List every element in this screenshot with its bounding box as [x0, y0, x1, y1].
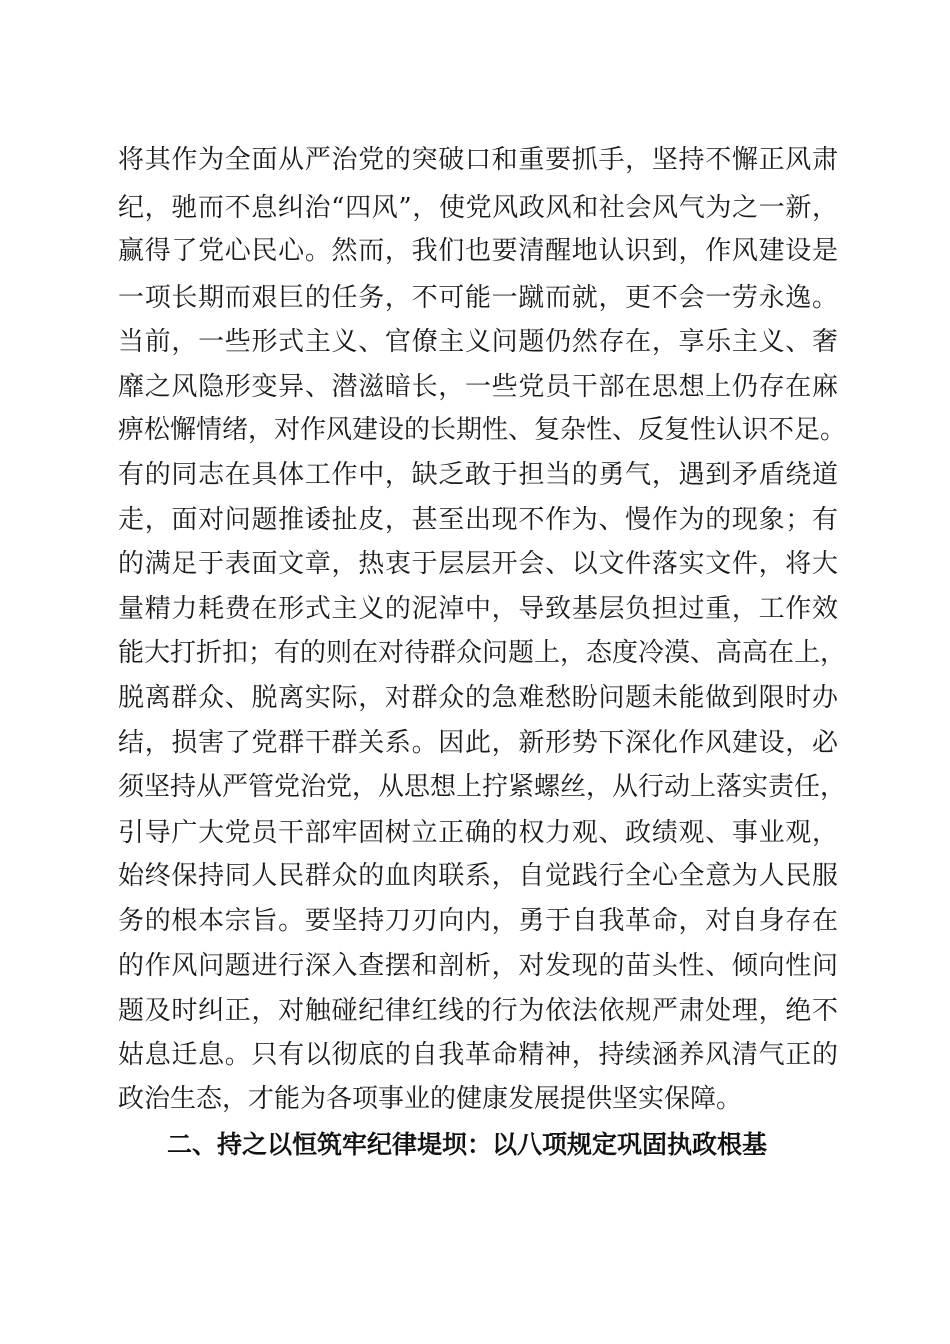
paragraph-line: 当前，一些形式主义、官僚主义问题仍然存在，享乐主义、奢: [118, 327, 838, 357]
paragraph-line: 将其作为全面从严治党的突破口和重要抓手，坚持不懈正风肃: [118, 145, 838, 175]
paragraph-line: 有的同志在具体工作中，缺乏敢于担当的勇气，遇到矛盾绕道: [118, 460, 838, 490]
paragraph-line: 量精力耗费在形式主义的泥淖中，导致基层负担过重，工作效: [118, 594, 838, 624]
paragraph-line: 脱离群众、脱离实际，对群众的急难愁盼问题未能做到限时办: [118, 683, 838, 713]
paragraph-line: 的满足于表面文章，热衷于层层开会、以文件落实文件，将大: [118, 549, 838, 579]
paragraph-line: 引导广大党员干部牢固树立正确的权力观、政绩观、事业观，: [118, 818, 838, 848]
paragraph-line: 题及时纠正，对触碰纪律红线的行为依法依规严肃处理，绝不: [118, 996, 838, 1026]
paragraph-line: 能大打折扣；有的则在对待群众问题上，态度冷漠、高高在上，: [118, 638, 847, 668]
paragraph-line: 赢得了党心民心。然而，我们也要清醒地认识到，作风建设是: [118, 236, 838, 266]
paragraph-line: 靡之风隐形变异、潜滋暗长，一些党员干部在思想上仍存在麻: [118, 372, 838, 402]
paragraph-line: 政治生态，才能为各项事业的健康发展提供坚实保障。: [118, 1084, 743, 1114]
section-heading: 二、持之以恒筑牢纪律堤坝：以八项规定巩固执政根基: [167, 1130, 768, 1159]
paragraph-line: 结，损害了党群干群关系。因此，新形势下深化作风建设，必: [118, 728, 838, 758]
paragraph-line: 走，面对问题推诿扯皮，甚至出现不作为、慢作为的现象；有: [118, 505, 838, 535]
paragraph-line: 痹松懈情绪，对作风建设的长期性、复杂性、反复性认识不足。: [118, 415, 847, 445]
paragraph-line: 务的根本宗旨。要坚持刀刃向内，勇于自我革命，对自身存在: [118, 906, 838, 936]
paragraph-line: 一项长期而艰巨的任务，不可能一蹴而就，更不会一劳永逸。: [118, 283, 838, 313]
paragraph-line: 始终保持同人民群众的血肉联系，自觉践行全心全意为人民服: [118, 861, 838, 891]
paragraph-line: 纪，驰而不息纠治“四风”，使党风政风和社会风气为之一新，: [118, 193, 838, 223]
paragraph-line: 的作风问题进行深入查摆和剖析，对发现的苗头性、倾向性问: [118, 951, 838, 981]
paragraph-line: 须坚持从严管党治党，从思想上拧紧螺丝，从行动上落实责任，: [118, 772, 847, 802]
paragraph-line: 姑息迁息。只有以彻底的自我革命精神，持续涵养风清气正的: [118, 1040, 838, 1070]
